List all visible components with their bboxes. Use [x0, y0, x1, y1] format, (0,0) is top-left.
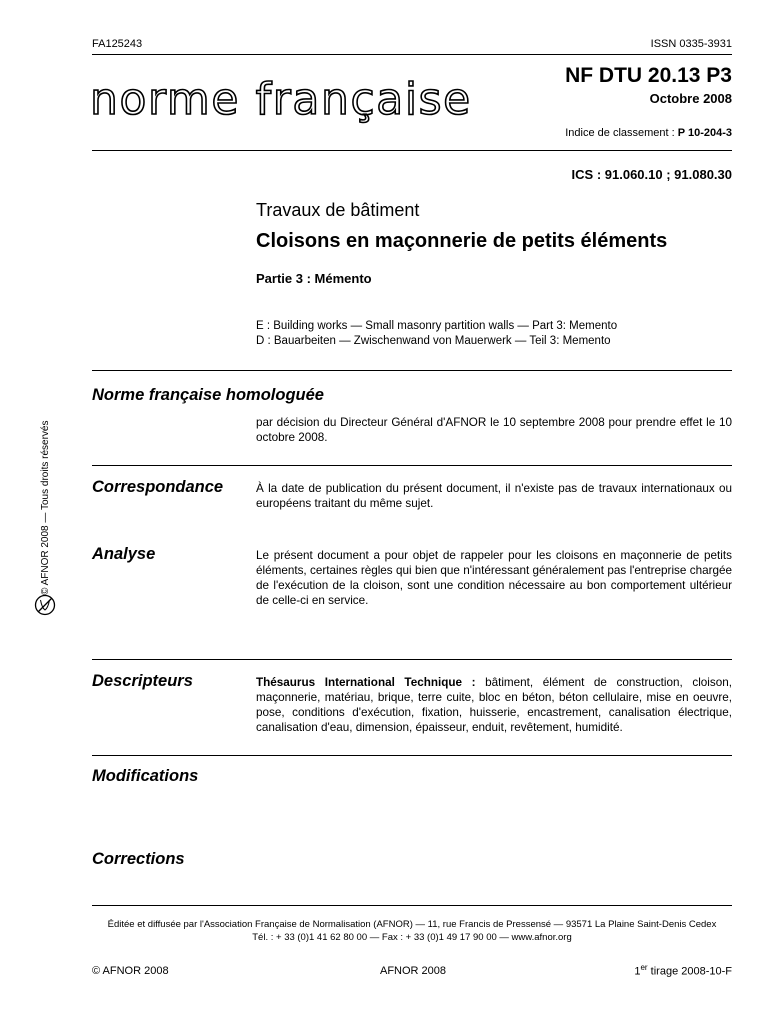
- side-copyright-note: © AFNOR 2008 — Tous droits réservés: [40, 420, 51, 595]
- section-divider: [92, 465, 732, 466]
- work-domain: Travaux de bâtiment: [256, 200, 420, 220]
- standard-id: NF DTU 20.13 P3: [565, 64, 732, 87]
- section-divider: [92, 659, 732, 660]
- classification-index: [565, 127, 732, 139]
- publisher-contact: Tél. : + 33 (0)1 41 62 80 00 — Fax : + 33 (0)1 49 17 90 00 — www.afnor.org: [252, 932, 572, 943]
- section-divider: [92, 370, 732, 371]
- german-translation: D : Bauarbeiten — Zwischenwand von Mauerwerk — Teil 3: Memento: [256, 335, 611, 347]
- descripteurs-label: Thésaurus International Technique :: [256, 676, 476, 689]
- english-translation: E : Building works — Small masonry partition walls — Part 3: Memento: [256, 320, 618, 332]
- footer-divider: [92, 905, 732, 906]
- section-heading-homologation: Norme française homologuée: [92, 386, 324, 404]
- publisher-address: Éditée et diffusée par l'Association Française de Normalisation (AFNOR) — 11, rue Francis de Pressensé — 93571 La Plaine Saint-Denis Cedex: [107, 919, 717, 930]
- document-part: Partie 3 : Mémento: [256, 271, 372, 286]
- descripteurs-keywords: bâtiment, élément de construction, cloison, maçonnerie, matériau, brique, terre cuite, bloc en béton, béton cellulaire, mise en oeuvre, pose, conditions d'exécution, fixation, huisserie, encastrement, canalisation électrique, canalisation d'eau, dimension, épaisseur, enduit, revêtement, humidité.: [256, 676, 732, 734]
- edition-ordinal: er: [640, 963, 648, 972]
- section-divider: [92, 755, 732, 756]
- edition-number: 1: [634, 965, 641, 978]
- section-heading-analyse: Analyse: [92, 545, 156, 563]
- section-text-homologation: par décision du Directeur Général d'AFNOR le 10 septembre 2008 pour prendre effet le 10 octobre 2008.: [256, 416, 732, 444]
- footer-center-label: AFNOR 2008: [380, 965, 447, 977]
- footer-copyright: © AFNOR 2008: [92, 965, 169, 977]
- classification-label: Indice de classement :: [565, 127, 675, 139]
- document-code: FA125243: [92, 38, 143, 50]
- section-text-correspondance: À la date de publication du présent document, il n'existe pas de travaux internationaux ou européens traitant du même sujet.: [256, 482, 732, 510]
- footer-edition: [634, 963, 732, 978]
- document-title: Cloisons en maçonnerie de petits éléments: [256, 230, 668, 252]
- header-divider: [92, 150, 732, 151]
- section-text-analyse: Le présent document a pour objet de rappeler pour les cloisons en maçonnerie de petits éléments, certaines règles qui bien que n'intéressant généralement pas l'entreprise chargée de l'exécution de la cloison, sont une condition nécessaire au bon comportement ultérieur de celle-ci en service.: [256, 549, 732, 607]
- edition-text: tirage 2008-10-F: [647, 965, 732, 978]
- section-text-descripteurs: [256, 675, 732, 735]
- no-copy-logo-icon: [34, 594, 56, 616]
- ics-code: ICS : 91.060.10 ; 91.080.30: [571, 167, 732, 182]
- section-heading-modifications: Modifications: [92, 767, 199, 785]
- issn-number: ISSN 0335-3931: [650, 38, 732, 50]
- brand-title: norme française: [90, 74, 472, 125]
- classification-value: P 10-204-3: [677, 127, 732, 139]
- standard-date: Octobre 2008: [649, 91, 732, 106]
- section-heading-correspondance: Correspondance: [92, 478, 224, 496]
- section-heading-descripteurs: Descripteurs: [92, 672, 193, 690]
- section-heading-corrections: Corrections: [92, 850, 185, 868]
- top-divider: [92, 54, 732, 55]
